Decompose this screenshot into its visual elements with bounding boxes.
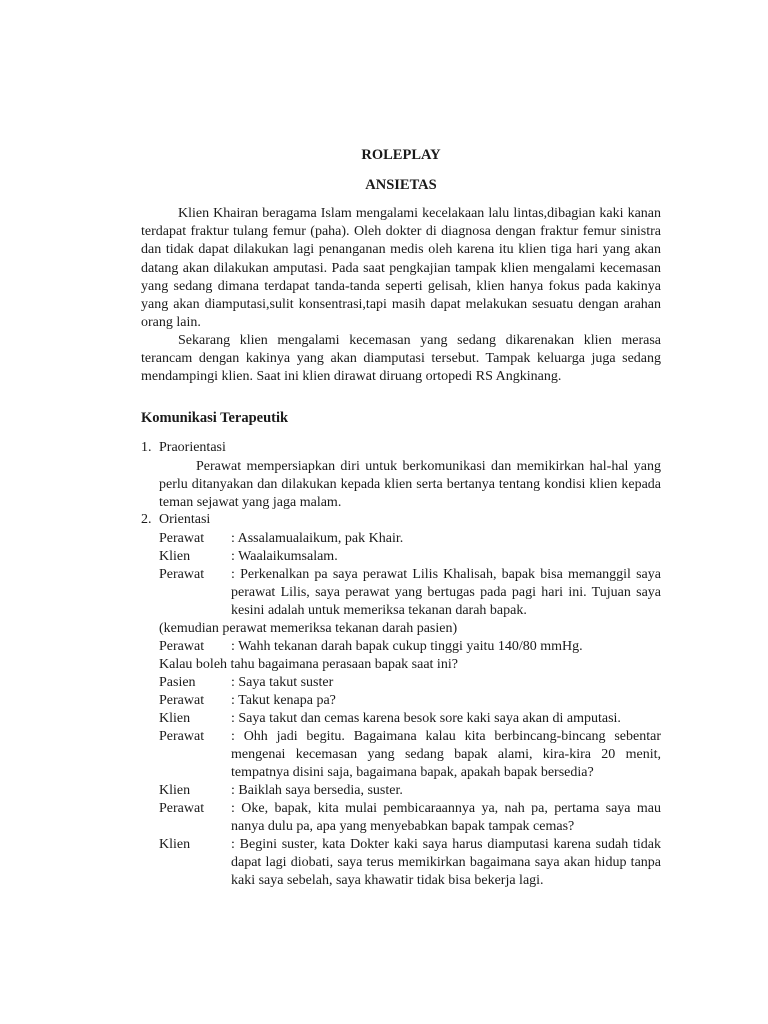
dialogue-speaker: Klien xyxy=(159,837,191,852)
dialogue-text: : Saya takut dan cemas karena besok sore kaki saya akan di amputasi. xyxy=(231,711,621,726)
dialogue-text: : Assalamualaikum, pak Khair. xyxy=(231,531,404,546)
dialogue-text: : Perkenalkan pa saya perawat Lilis Khalisah, bapak bisa memanggil saya perawat Lilis, saya perawat yang bertugas pada pagi hari ini. Tujuan saya kesini adalah untuk memeriksa tekanan darah bapak. xyxy=(231,567,661,619)
intro-paragraph-1 xyxy=(141,205,661,332)
dialogue-speaker: Perawat xyxy=(159,801,205,816)
item-1-number: 1. xyxy=(141,440,152,455)
dialogue-text: : Baiklah saya bersedia, suster. xyxy=(231,783,403,798)
dialogue-text: : Waalaikumsalam. xyxy=(231,549,338,564)
document-title: ROLEPLAY xyxy=(361,147,441,163)
dialogue-note: Kalau boleh tahu bagaimana perasaan bapak saat ini? xyxy=(159,657,458,672)
dialogue-text: : Begini suster, kata Dokter kaki saya harus diamputasi karena sudah tidak dapat lagi diobati, saya terus memikirkan bagaimana saya akan hidup tanpa kaki saya sebelah, saya khawatir tidak bisa bekerja lagi. xyxy=(231,837,661,889)
dialogue-text: : Ohh jadi begitu. Bagaimana kalau kita berbincang-bincang sebentar mengenai kecemasan yang sedang bapak alami, kira-kira 20 menit, tempatnya disini saja, bagaimana bapak, apakah bapak bersedia? xyxy=(231,729,661,781)
dialogue-speaker: Klien xyxy=(159,711,191,726)
dialogue-speaker: Pasien xyxy=(159,675,196,690)
dialogue-speaker: Perawat xyxy=(159,693,205,708)
dialogue-speaker: Perawat xyxy=(159,531,205,546)
dialogue-text: : Takut kenapa pa? xyxy=(231,693,336,708)
intro-paragraph-2 xyxy=(141,332,661,387)
dialogue-speaker: Klien xyxy=(159,549,191,564)
dialogue-note: (kemudian perawat memeriksa tekanan darah pasien) xyxy=(159,621,458,636)
dialogue-speaker: Klien xyxy=(159,783,191,798)
item-1-paragraph-text: Perawat mempersiapkan diri untuk berkomunikasi dan memikirkan hal-hal yang perlu ditanyakan dan dilakukan kepada klien serta bertanya tentang kondisi klien kepada teman sejawat yang jaga malam. xyxy=(159,459,661,511)
intro-paragraph-2-text: Sekarang klien mengalami kecemasan yang sedang dikarenakan klien merasa terancam dengan kakinya yang akan diamputasi tersebut. Tampak keluarga juga sedang mendampingi klien. Saat ini klien dirawat diruang ortopedi RS Angkinang. xyxy=(141,333,661,385)
item-1-paragraph xyxy=(159,458,661,513)
item-1-title: Praorientasi xyxy=(159,440,226,455)
item-2-number: 2. xyxy=(141,512,152,527)
section-heading: Komunikasi Terapeutik xyxy=(141,410,289,426)
dialogue-text: : Oke, bapak, kita mulai pembicaraannya ya, nah pa, pertama saya mau nanya dulu pa, apa yang menyebabkan bapak tampak cemas? xyxy=(231,801,661,835)
document-subtitle: ANSIETAS xyxy=(365,177,437,193)
dialogue-speaker: Perawat xyxy=(159,729,205,744)
dialogue-speaker: Perawat xyxy=(159,639,205,654)
intro-paragraph-1-text: Klien Khairan beragama Islam mengalami kecelakaan lalu lintas,dibagian kaki kanan terdapat fraktur tulang femur (paha). Oleh dokter di diagnosa dengan fraktur femur sinistra dan tidak dapat dilakukan lagi penanganan medis oleh karena itu klien tiga hari yang akan datang akan dilakukan amputasi. Pada saat pengkajian tampak klien mengalami kecemasan yang sedang dimana terdapat tanda-tanda seperti gelisah, klien hanya fokus pada kakinya yang akan diamputasi,sulit konsentrasi,tapi masih dapat melakukan sesuatu dengan arahan orang lain. xyxy=(141,206,661,331)
item-2-title: Orientasi xyxy=(159,512,211,527)
dialogue-text: : Saya takut suster xyxy=(231,675,334,690)
dialogue-speaker: Perawat xyxy=(159,567,205,582)
dialogue-text: : Wahh tekanan darah bapak cukup tinggi yaitu 140/80 mmHg. xyxy=(231,639,583,654)
